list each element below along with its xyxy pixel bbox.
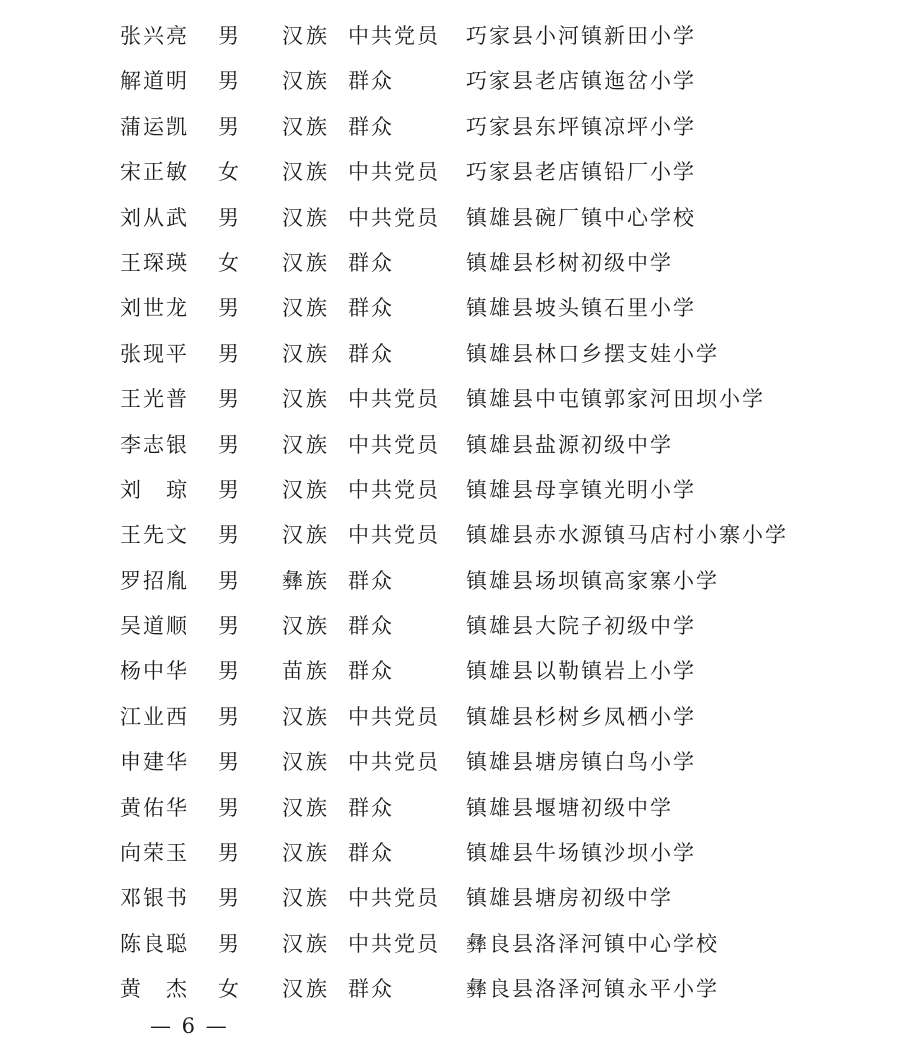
person-gender: 女	[218, 160, 239, 185]
person-ethnicity: 汉族	[282, 387, 330, 412]
person-ethnicity: 汉族	[282, 977, 330, 1002]
person-political-status: 中共党员	[348, 160, 440, 185]
person-political-status: 中共党员	[348, 750, 440, 775]
person-political-status: 中共党员	[348, 523, 440, 548]
person-political-status: 中共党员	[348, 24, 440, 48]
roster-row	[0, 831, 900, 876]
roster-row	[0, 513, 900, 558]
person-name: 刘从武	[120, 205, 189, 230]
person-gender: 男	[218, 69, 239, 94]
person-political-status: 中共党员	[348, 886, 440, 911]
person-name: 王光普	[120, 387, 189, 412]
person-school: 镇雄县盐源初级中学	[466, 432, 673, 457]
person-school: 镇雄县塘房初级中学	[466, 886, 673, 911]
person-name: 江业西	[120, 704, 189, 729]
person-political-status: 群众	[348, 568, 394, 593]
person-school: 镇雄县母享镇光明小学	[466, 477, 696, 502]
person-school: 镇雄县堰塘初级中学	[466, 795, 673, 820]
person-gender: 女	[218, 977, 239, 1002]
person-gender: 女	[218, 250, 239, 275]
person-school: 镇雄县大院子初级中学	[466, 614, 696, 639]
person-name: 陈良聪	[120, 931, 189, 956]
person-gender: 男	[218, 568, 239, 593]
person-name: 杨中华	[120, 659, 189, 684]
person-political-status: 群众	[348, 296, 394, 321]
roster-row	[0, 649, 900, 694]
person-name: 黄 杰	[120, 977, 189, 1002]
roster-list	[0, 14, 900, 1013]
person-ethnicity: 汉族	[282, 795, 330, 820]
person-gender: 男	[218, 614, 239, 639]
roster-row	[0, 14, 900, 59]
person-name: 邓银书	[120, 886, 189, 911]
person-school: 镇雄县杉树乡凤栖小学	[466, 704, 696, 729]
person-ethnicity: 汉族	[282, 114, 330, 139]
roster-row	[0, 695, 900, 740]
person-political-status: 群众	[348, 977, 394, 1002]
person-ethnicity: 汉族	[282, 160, 330, 185]
person-gender: 男	[218, 750, 239, 775]
person-ethnicity: 汉族	[282, 523, 330, 548]
person-school: 镇雄县塘房镇白鸟小学	[466, 750, 696, 775]
person-gender: 男	[218, 114, 239, 139]
person-ethnicity: 汉族	[282, 704, 330, 729]
roster-row	[0, 468, 900, 513]
person-gender: 男	[218, 477, 239, 502]
person-political-status: 中共党员	[348, 387, 440, 412]
person-political-status: 中共党员	[348, 432, 440, 457]
person-ethnicity: 苗族	[282, 659, 330, 684]
person-ethnicity: 汉族	[282, 477, 330, 502]
roster-row	[0, 559, 900, 604]
person-gender: 男	[218, 296, 239, 321]
person-school: 镇雄县林口乡摆支娃小学	[466, 341, 719, 366]
roster-row	[0, 740, 900, 785]
roster-row	[0, 922, 900, 967]
person-gender: 男	[218, 387, 239, 412]
person-gender: 男	[218, 523, 239, 548]
person-name: 罗招胤	[120, 568, 189, 593]
person-gender: 男	[218, 795, 239, 820]
person-political-status: 群众	[348, 114, 394, 139]
person-gender: 男	[218, 931, 239, 956]
person-ethnicity: 汉族	[282, 69, 330, 94]
person-name: 张现平	[120, 341, 189, 366]
roster-row	[0, 967, 900, 1012]
person-name: 王琛瑛	[120, 250, 189, 275]
person-gender: 男	[218, 841, 239, 866]
person-ethnicity: 汉族	[282, 931, 330, 956]
person-gender: 男	[218, 205, 239, 230]
person-political-status: 群众	[348, 841, 394, 866]
roster-row	[0, 196, 900, 241]
person-political-status: 群众	[348, 659, 394, 684]
person-name: 刘 琼	[120, 477, 189, 502]
person-political-status: 中共党员	[348, 477, 440, 502]
person-ethnicity: 彝族	[282, 568, 330, 593]
person-school: 巧家县小河镇新田小学	[466, 24, 696, 48]
person-political-status: 群众	[348, 795, 394, 820]
person-school: 彝良县洛泽河镇中心学校	[466, 931, 719, 956]
person-name: 张兴亮	[120, 24, 189, 48]
person-name: 刘世龙	[120, 296, 189, 321]
person-gender: 男	[218, 704, 239, 729]
person-school: 巧家县东坪镇凉坪小学	[466, 114, 696, 139]
person-political-status: 群众	[348, 69, 394, 94]
person-name: 宋正敏	[120, 160, 189, 185]
person-ethnicity: 汉族	[282, 614, 330, 639]
person-ethnicity: 汉族	[282, 886, 330, 911]
roster-row	[0, 377, 900, 422]
person-name: 解道明	[120, 69, 189, 94]
person-political-status: 中共党员	[348, 931, 440, 956]
person-political-status: 中共党员	[348, 205, 440, 230]
person-name: 向荣玉	[120, 841, 189, 866]
person-name: 李志银	[120, 432, 189, 457]
person-ethnicity: 汉族	[282, 205, 330, 230]
roster-row	[0, 876, 900, 921]
roster-row	[0, 59, 900, 104]
person-name: 申建华	[120, 750, 189, 775]
person-ethnicity: 汉族	[282, 341, 330, 366]
roster-row	[0, 332, 900, 377]
roster-row	[0, 105, 900, 150]
roster-row	[0, 241, 900, 286]
person-ethnicity: 汉族	[282, 24, 330, 48]
roster-row	[0, 423, 900, 468]
person-school: 镇雄县牛场镇沙坝小学	[466, 841, 696, 866]
person-gender: 男	[218, 659, 239, 684]
person-ethnicity: 汉族	[282, 750, 330, 775]
person-school: 巧家县老店镇铅厂小学	[466, 160, 696, 185]
person-ethnicity: 汉族	[282, 841, 330, 866]
person-gender: 男	[218, 341, 239, 366]
person-ethnicity: 汉族	[282, 296, 330, 321]
person-political-status: 群众	[348, 250, 394, 275]
person-ethnicity: 汉族	[282, 432, 330, 457]
roster-row	[0, 786, 900, 831]
person-school: 彝良县洛泽河镇永平小学	[466, 977, 719, 1002]
person-school: 镇雄县坡头镇石里小学	[466, 296, 696, 321]
roster-row	[0, 150, 900, 195]
person-gender: 男	[218, 24, 239, 48]
roster-row	[0, 286, 900, 331]
roster-row	[0, 604, 900, 649]
person-school: 镇雄县杉树初级中学	[466, 250, 673, 275]
person-name: 蒲运凯	[120, 114, 189, 139]
person-gender: 男	[218, 432, 239, 457]
person-school: 镇雄县场坝镇高家寨小学	[466, 568, 719, 593]
person-school: 镇雄县赤水源镇马店村小寨小学	[466, 523, 788, 548]
person-political-status: 群众	[348, 341, 394, 366]
person-ethnicity: 汉族	[282, 250, 330, 275]
person-name: 黄佑华	[120, 795, 189, 820]
page-number: — 6 —	[150, 1014, 229, 1038]
person-political-status: 中共党员	[348, 704, 440, 729]
person-name: 吴道顺	[120, 614, 189, 639]
person-political-status: 群众	[348, 614, 394, 639]
person-school: 巧家县老店镇迤岔小学	[466, 69, 696, 94]
person-gender: 男	[218, 886, 239, 911]
person-name: 王先文	[120, 523, 189, 548]
person-school: 镇雄县中屯镇郭家河田坝小学	[466, 387, 765, 412]
person-school: 镇雄县碗厂镇中心学校	[466, 205, 696, 230]
person-school: 镇雄县以勒镇岩上小学	[466, 659, 696, 684]
